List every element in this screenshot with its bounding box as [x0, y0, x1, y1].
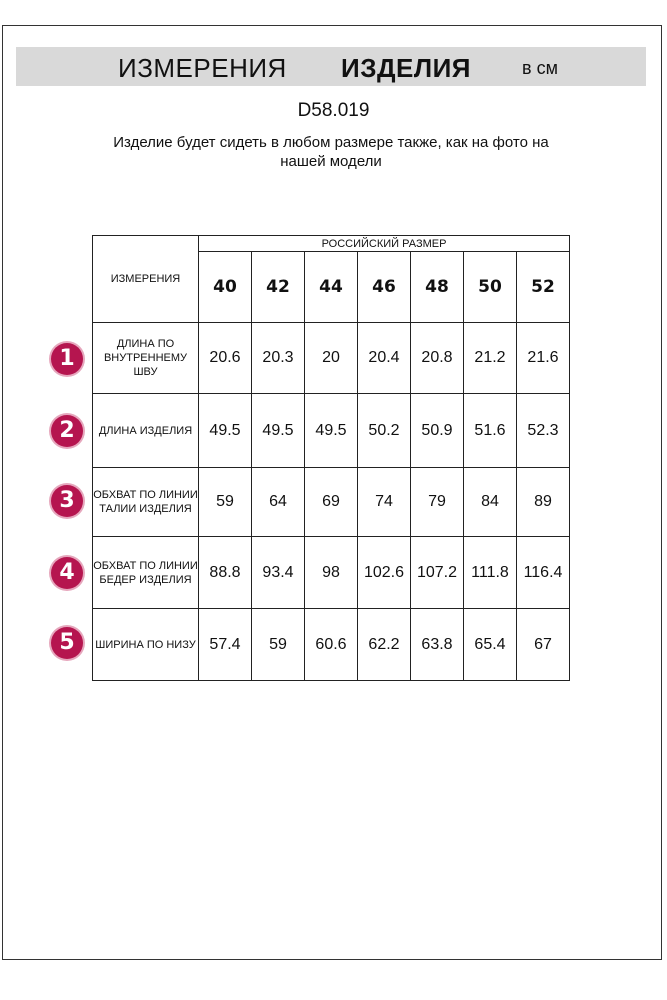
- measurement-value: 69: [305, 468, 358, 537]
- measurement-value: 62.2: [358, 609, 411, 681]
- size-header-cell: 40: [199, 252, 252, 323]
- measurement-value: 20: [305, 323, 358, 394]
- measurement-value: 20.8: [411, 323, 464, 394]
- measurement-label: ОБХВАТ ПО ЛИНИИ БЕДЕР ИЗДЕЛИЯ: [93, 537, 199, 609]
- size-header-cell: 44: [305, 252, 358, 323]
- row-number-badge: 3: [51, 485, 83, 517]
- measurement-value: 49.5: [252, 394, 305, 468]
- measurement-label: ДЛИНА ПО ВНУТРЕННЕМУ ШВУ: [93, 323, 199, 394]
- measurement-value: 50.2: [358, 394, 411, 468]
- measurement-value: 88.8: [199, 537, 252, 609]
- row-number-badge: 1: [51, 343, 83, 375]
- title-unit: в см: [522, 58, 558, 78]
- size-header-cell: 42: [252, 252, 305, 323]
- row-number-badge: 4: [51, 557, 83, 589]
- size-header-cell: 46: [358, 252, 411, 323]
- measure-header: ИЗМЕРЕНИЯ: [93, 236, 199, 323]
- measurement-value: 60.6: [305, 609, 358, 681]
- measurement-value: 63.8: [411, 609, 464, 681]
- measurement-value: 107.2: [411, 537, 464, 609]
- measurement-value: 21.6: [517, 323, 570, 394]
- table-row: [93, 468, 570, 537]
- row-number-badge: 5: [51, 627, 83, 659]
- measurement-value: 74: [358, 468, 411, 537]
- size-header-cell: 50: [464, 252, 517, 323]
- measurement-value: 52.3: [517, 394, 570, 468]
- measurement-label: ДЛИНА ИЗДЕЛИЯ: [93, 394, 199, 468]
- row-number-badge: 2: [51, 415, 83, 447]
- measurement-value: 20.4: [358, 323, 411, 394]
- size-header-cell: 48: [411, 252, 464, 323]
- measurement-value: 50.9: [411, 394, 464, 468]
- title-measurements: ИЗМЕРЕНИЯ: [118, 53, 287, 83]
- measurement-value: 98: [305, 537, 358, 609]
- measurement-value: 57.4: [199, 609, 252, 681]
- table-body: [93, 323, 570, 681]
- measurement-value: 116.4: [517, 537, 570, 609]
- measurement-value: 59: [199, 468, 252, 537]
- table-row: [93, 537, 570, 609]
- measurement-value: 21.2: [464, 323, 517, 394]
- measurement-value: 59: [252, 609, 305, 681]
- size-group-header: РОССИЙСКИЙ РАЗМЕР: [199, 236, 570, 252]
- fit-note: Изделие будет сидеть в любом размере также, как на фото на нашей модели: [113, 134, 549, 170]
- measurement-value: 89: [517, 468, 570, 537]
- measurement-label: ШИРИНА ПО НИЗУ: [93, 609, 199, 681]
- measurement-value: 20.3: [252, 323, 305, 394]
- measurement-value: 67: [517, 609, 570, 681]
- measurement-value: 93.4: [252, 537, 305, 609]
- size-header-cell: 52: [517, 252, 570, 323]
- measurement-value: 65.4: [464, 609, 517, 681]
- measurement-value: 20.6: [199, 323, 252, 394]
- table-row: [93, 609, 570, 681]
- measurement-value: 51.6: [464, 394, 517, 468]
- measurement-value: 84: [464, 468, 517, 537]
- measurement-label: ОБХВАТ ПО ЛИНИИ ТАЛИИ ИЗДЕЛИЯ: [93, 468, 199, 537]
- title-product: ИЗДЕЛИЯ: [341, 53, 471, 83]
- measurement-value: 111.8: [464, 537, 517, 609]
- product-code: D58.019: [297, 100, 370, 121]
- table-row: [93, 394, 570, 468]
- measurement-value: 64: [252, 468, 305, 537]
- measurement-value: 49.5: [199, 394, 252, 468]
- measurement-value: 79: [411, 468, 464, 537]
- table-row: [93, 323, 570, 394]
- measurement-value: 49.5: [305, 394, 358, 468]
- size-table: [92, 235, 570, 681]
- measurement-value: 102.6: [358, 537, 411, 609]
